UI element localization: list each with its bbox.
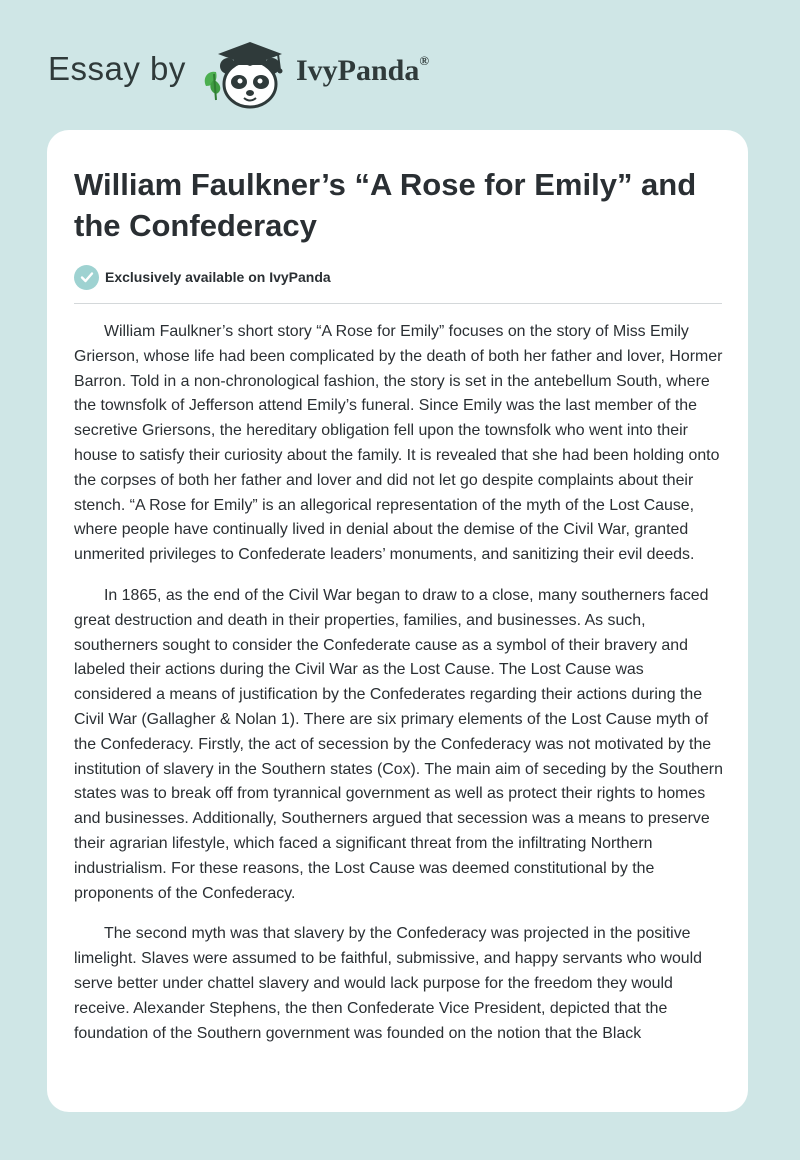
registered-mark: ® <box>419 53 430 68</box>
panda-logo-icon[interactable] <box>200 36 292 110</box>
paragraph: The second myth was that slavery by the Confederacy was projected in the positive limelight. Slaves were assumed to be faithful, submissive, and happy servants who would serve better under chattel slavery and would lack purpose for the freedom they would receive. Alexander Stephens, the then Confederate Vice President, depicted that the foundation of the Southern government was founded on the notion that the Black <box>74 925 702 1042</box>
divider <box>74 303 722 304</box>
brand-name-text: IvyPanda <box>296 54 420 87</box>
brand-prefix: Essay by <box>48 50 186 87</box>
exclusive-badge <box>74 264 331 290</box>
essay-body <box>74 320 724 1062</box>
paragraph: William Faulkner’s short story “A Rose for Emily” focuses on the story of Miss Emily Grierson, whose life had been complicated by the death of both her father and lover, Hormer Barron. Told in a non-chronological fashion, the story is set in the antebellum South, where the townsfolk of Jefferson attend Emily’s funeral. Since Emily was the last member of the secretive Griersons, the hereditary obligation fell upon the townsfolk who went into their house to satisfy their curiosity about the family. It is revealed that she had been holding onto the corpses of both her father and lover and did not let go despite complaints about their stench. “A Rose for Emily” is an allegorical representation of the myth of the Lost Cause, where people have continually lived in denial about the demise of the Civil War, granted unmerited privileges to Confederate leaders’ monuments, and sanitizing their evil deeds. <box>74 323 723 564</box>
essay-card <box>47 130 748 1112</box>
paragraph: In 1865, as the end of the Civil War began to draw to a close, many southerners faced great destruction and death in their properties, families, and businesses. As such, southerners sought to consider the Confederate cause as a symbol of their bravery and labeled their actions during the Civil War as the Lost Cause. The Lost Cause was considered a means of justification by the Confederates regarding their actions during the Civil War (Gallagher & Nolan 1). There are six primary elements of the Lost Cause myth of the Confederacy. Firstly, the act of secession by the Confederacy was not motivated by the institution of slavery in the Southern states (Cox). The main aim of seceding by the Southern states was to break off from tyrannical government as well as protect their rights to homes and businesses. Additionally, Southerners argued that secession was a means to preserve their agrarian lifestyle, which faced a significant threat from the infiltrating Northern industrialism. For these reasons, the Lost Cause was deemed constitutional by the proponents of the Confederacy. <box>74 586 723 902</box>
checkmark-icon <box>74 265 99 290</box>
site-header <box>0 0 800 130</box>
page-title: William Faulkner’s “A Rose for Emily” and the Confederacy <box>74 167 697 243</box>
badge-label: Exclusively available on IvyPanda <box>105 269 331 285</box>
brand-name[interactable] <box>296 54 429 88</box>
